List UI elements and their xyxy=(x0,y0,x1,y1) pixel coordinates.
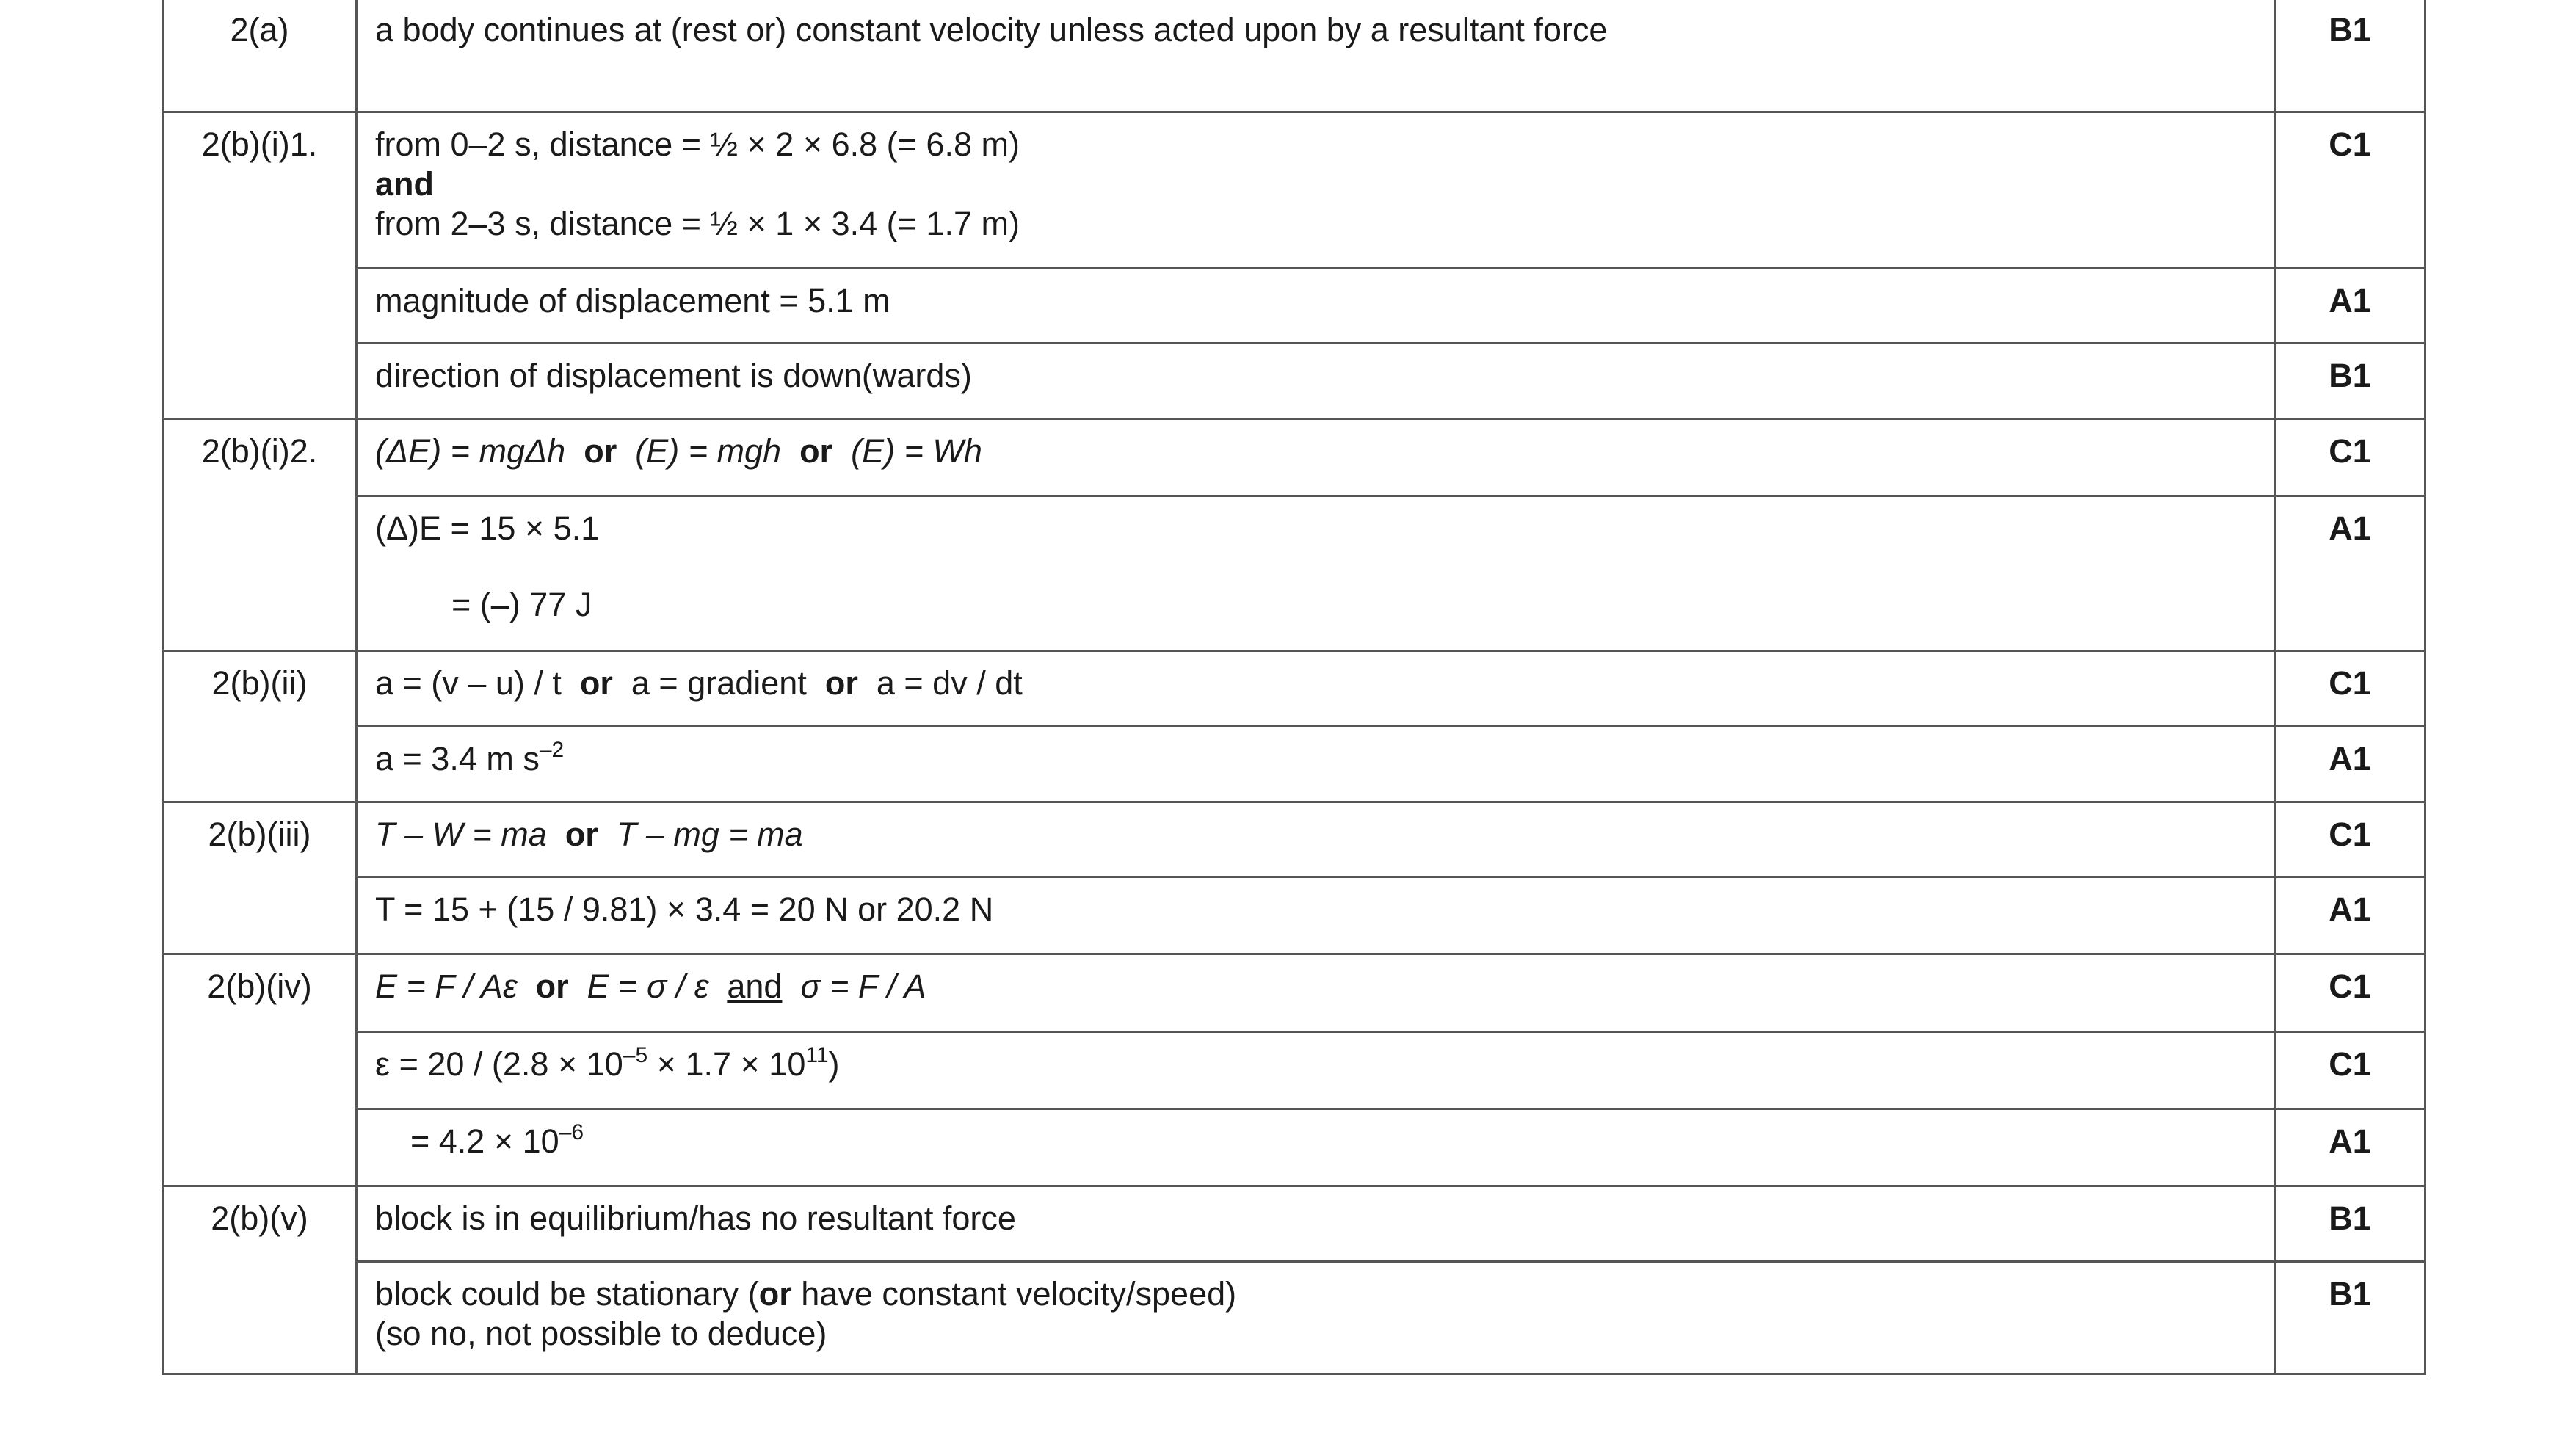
answer-cell xyxy=(357,112,2275,268)
question-number: 2(b)(iii) xyxy=(163,802,357,954)
answer-cell xyxy=(357,496,2275,650)
mark-cell: C1 xyxy=(2275,112,2426,268)
table-row xyxy=(163,650,2426,726)
mark-cell: B1 xyxy=(2275,343,2426,418)
formula-text: × 1.7 × 10 xyxy=(647,1045,806,1083)
mark-cell: B1 xyxy=(2275,0,2426,112)
formula-part: E = σ / ε xyxy=(587,967,709,1005)
answer-text: a body continues at (rest or) constant velocity unless acted upon by a resultant force xyxy=(375,11,1608,48)
answer-line: = (–) 77 J xyxy=(451,585,592,623)
mark-cell: B1 xyxy=(2275,1186,2426,1261)
formula-part: (E) = mgh xyxy=(635,432,782,470)
table-row xyxy=(163,112,2426,268)
mark-cell: A1 xyxy=(2275,876,2426,954)
table-row xyxy=(163,496,2426,650)
answer-line: (Δ)E = 15 × 5.1 xyxy=(375,509,600,547)
answer-line: from 0–2 s, distance = ½ × 2 × 6.8 (= 6.8 m) xyxy=(375,125,1020,163)
answer-cell xyxy=(357,0,2275,112)
mark-scheme-table xyxy=(162,0,2426,1375)
mark-cell: C1 xyxy=(2275,418,2426,496)
table-row xyxy=(163,726,2426,802)
answer-line: (so no, not possible to deduce) xyxy=(375,1314,827,1352)
answer-line: from 2–3 s, distance = ½ × 1 × 3.4 (= 1.7 m) xyxy=(375,204,1020,242)
answer-text: T = 15 + (15 / 9.81) × 3.4 = 20 N or 20.2 N xyxy=(375,890,994,928)
formula-part: a = (v – u) / t xyxy=(375,664,562,702)
connective-and: and xyxy=(727,967,783,1005)
connective-or: or xyxy=(584,432,617,470)
mark-cell: B1 xyxy=(2275,1261,2426,1373)
mark-cell: A1 xyxy=(2275,726,2426,802)
answer-text: have constant velocity/speed) xyxy=(791,1274,1237,1313)
formula-text: = 4.2 × 10 xyxy=(410,1122,559,1160)
table-row xyxy=(163,343,2426,418)
table-row xyxy=(163,418,2426,496)
answer-cell xyxy=(357,876,2275,954)
answer-cell xyxy=(357,726,2275,802)
answer-text: direction of displacement is down(wards) xyxy=(375,356,972,394)
formula-part: E = F / Aε xyxy=(375,967,518,1005)
answer-text: magnitude of displacement = 5.1 m xyxy=(375,281,890,319)
question-number: 2(b)(ii) xyxy=(163,650,357,802)
table-row xyxy=(163,954,2426,1031)
formula-part: (ΔE) = mgΔh xyxy=(375,432,566,470)
connective-or: or xyxy=(799,432,833,470)
answer-cell xyxy=(357,650,2275,726)
formula-part: T – mg = ma xyxy=(616,815,803,853)
answer-cell xyxy=(357,268,2275,343)
superscript: –2 xyxy=(539,737,565,762)
connective-or: or xyxy=(535,967,569,1005)
table-row xyxy=(163,1261,2426,1373)
connective-or: or xyxy=(758,1274,792,1313)
mark-cell: A1 xyxy=(2275,268,2426,343)
formula-part: σ = F / A xyxy=(800,967,926,1005)
answer-text: block could be stationary ( xyxy=(375,1274,759,1313)
formula-part: T – W = ma xyxy=(375,815,547,853)
question-number: 2(b)(iv) xyxy=(163,954,357,1186)
table-row xyxy=(163,268,2426,343)
superscript: –6 xyxy=(559,1119,584,1144)
answer-cell xyxy=(357,954,2275,1031)
table-row xyxy=(163,876,2426,954)
formula-part: a = dv / dt xyxy=(876,664,1023,702)
mark-cell: A1 xyxy=(2275,1108,2426,1186)
answer-cell xyxy=(357,1186,2275,1261)
superscript: –5 xyxy=(623,1042,648,1067)
mark-cell: C1 xyxy=(2275,1031,2426,1108)
spacer xyxy=(375,548,2256,585)
question-number: 2(b)(v) xyxy=(163,1186,357,1373)
answer-cell xyxy=(357,1108,2275,1186)
table-row xyxy=(163,802,2426,876)
mark-cell: C1 xyxy=(2275,802,2426,876)
answer-cell xyxy=(357,418,2275,496)
mark-cell: C1 xyxy=(2275,650,2426,726)
formula-text: ) xyxy=(828,1045,840,1083)
table-row xyxy=(163,1031,2426,1108)
answer-connective: and xyxy=(375,164,435,203)
formula-part: (E) = Wh xyxy=(851,432,982,470)
formula-text: ε = 20 / (2.8 × 10 xyxy=(375,1045,623,1083)
connective-or: or xyxy=(579,664,613,702)
answer-cell xyxy=(357,1031,2275,1108)
question-number: 2(b)(i)2. xyxy=(163,418,357,650)
mark-cell: A1 xyxy=(2275,496,2426,650)
answer-text: a = 3.4 m s xyxy=(375,739,540,777)
formula-part: a = gradient xyxy=(631,664,807,702)
connective-or: or xyxy=(824,664,858,702)
answer-cell xyxy=(357,1261,2275,1373)
answer-text: block is in equilibrium/has no resultant force xyxy=(375,1199,1016,1237)
table-row xyxy=(163,1186,2426,1261)
answer-cell xyxy=(357,343,2275,418)
answer-line xyxy=(375,1274,2256,1314)
mark-cell: C1 xyxy=(2275,954,2426,1031)
superscript: 11 xyxy=(805,1042,829,1067)
question-number: 2(a) xyxy=(163,0,357,112)
table-row xyxy=(163,1108,2426,1186)
connective-or: or xyxy=(565,815,598,853)
answer-cell xyxy=(357,802,2275,876)
question-number: 2(b)(i)1. xyxy=(163,112,357,418)
table-row xyxy=(163,0,2426,112)
